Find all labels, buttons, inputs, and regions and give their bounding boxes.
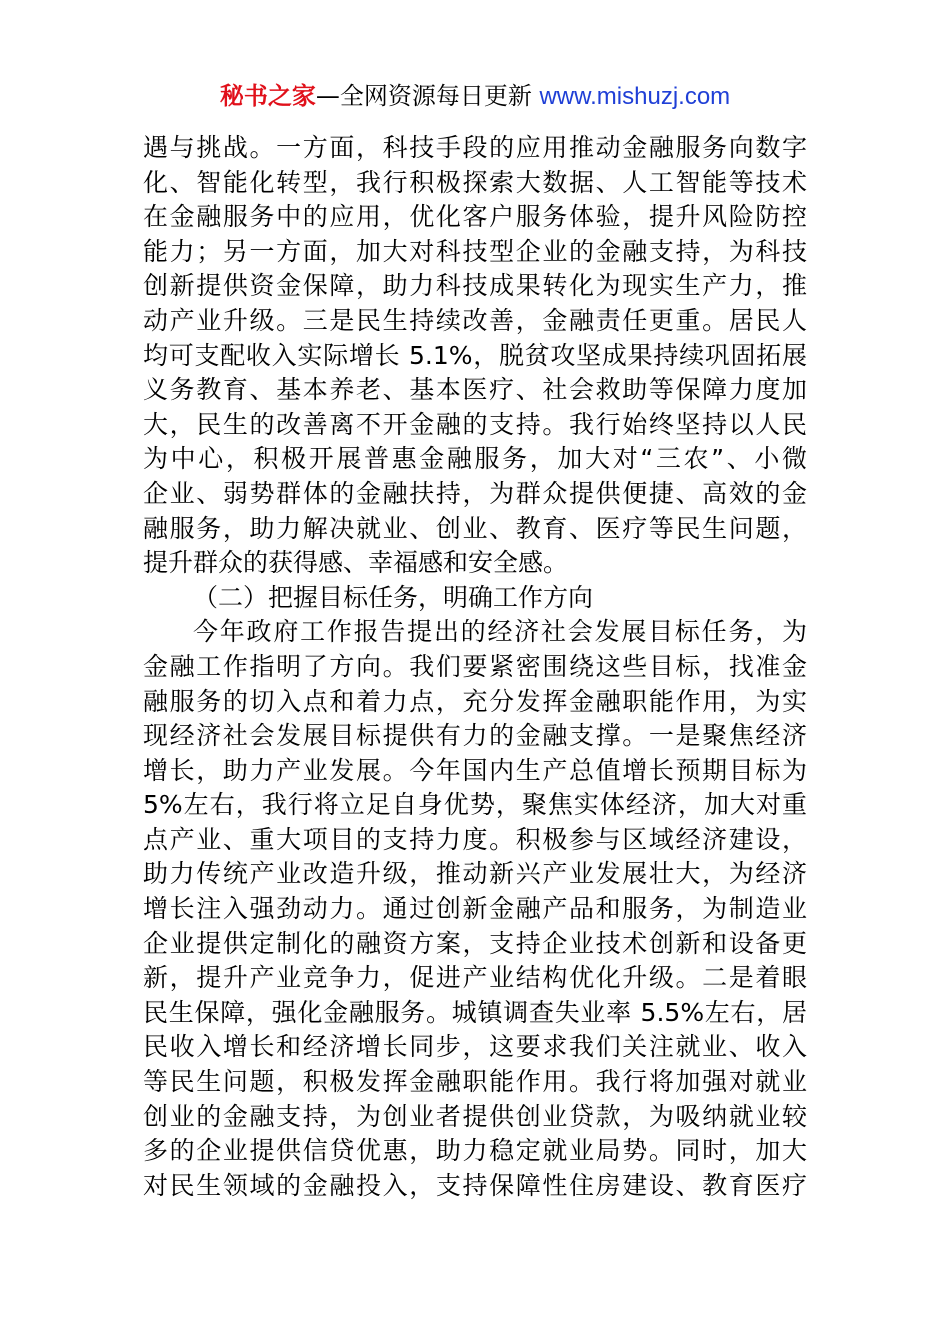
site-brand: 秘书之家: [219, 82, 316, 110]
site-url-link[interactable]: www.mishuzj.com: [539, 83, 731, 110]
paragraph-line: 新，提升产业竞争力，促进产业结构优化升级。二是着眼: [143, 963, 807, 993]
paragraph-line: 金融工作指明了方向。我们要紧密围绕这些目标，找准金: [143, 651, 807, 681]
paragraph-line: 在金融服务中的应用，优化客户服务体验，提升风险防控: [143, 202, 807, 232]
paragraph-line: 现经济社会发展目标提供有力的金融支撑。一是聚焦经济: [143, 721, 807, 751]
section-heading: （二）把握目标任务，明确工作方向: [193, 582, 594, 612]
site-tagline: —全网资源每日更新: [315, 82, 540, 110]
paragraph-line: 创业的金融支持，为创业者提供创业贷款，为吸纳就业较: [143, 1101, 807, 1131]
paragraph-line: 点产业、重大项目的支持力度。积极参与区域经济建设，: [143, 824, 807, 854]
paragraph-line: 今年政府工作报告提出的经济社会发展目标任务，为: [193, 617, 807, 647]
paragraph-line: 动产业升级。三是民生持续改善，金融责任更重。居民人: [143, 305, 807, 335]
paragraph-line: 企业、弱势群体的金融扶持，为群众提供便捷、高效的金: [143, 478, 807, 508]
paragraph-line: 助力传统产业改造升级，推动新兴产业发展壮大，为经济: [143, 859, 807, 889]
paragraph-line: 化、智能化转型，我行积极探索大数据、人工智能等技术: [143, 167, 807, 197]
site-header: [0, 80, 950, 113]
paragraph-line: 对民生领域的金融投入，支持保障性住房建设、教育医疗: [143, 1170, 807, 1200]
paragraph-line: 增长注入强劲动力。通过创新金融产品和服务，为制造业: [143, 894, 807, 924]
paragraph-line: 融服务的切入点和着力点，充分发挥金融职能作用，为实: [143, 686, 807, 716]
paragraph-line: 多的企业提供信贷优惠，助力稳定就业局势。同时，加大: [143, 1136, 807, 1166]
paragraph-line: 提升群众的获得感、幸福感和安全感。: [143, 548, 569, 578]
paragraph-line: 民收入增长和经济增长同步，这要求我们关注就业、收入: [143, 1032, 807, 1062]
paragraph-line: 均可支配收入实际增长 5.1%，脱贫攻坚成果持续巩固拓展: [143, 340, 807, 370]
paragraph-line: 增长，助力产业发展。今年国内生产总值增长预期目标为: [143, 755, 807, 785]
paragraph-line: 遇与挑战。一方面，科技手段的应用推动金融服务向数字: [143, 133, 807, 162]
paragraph-line: 为中心，积极开展普惠金融服务，加大对“三农”、小微: [143, 444, 807, 474]
document-body: [143, 131, 807, 1203]
paragraph-line: 义务教育、基本养老、基本医疗、社会救助等保障力度加: [143, 375, 807, 405]
paragraph-line: 创新提供资金保障，助力科技成果转化为现实生产力，推: [143, 271, 807, 301]
paragraph-line: 民生保障，强化金融服务。城镇调查失业率 5.5%左右，居: [143, 997, 807, 1027]
paragraph-line: 融服务，助力解决就业、创业、教育、医疗等民生问题，: [143, 513, 807, 543]
paragraph-line: 等民生问题，积极发挥金融职能作用。我行将加强对就业: [143, 1067, 807, 1097]
paragraph-line: 大，民生的改善离不开金融的支持。我行始终坚持以人民: [143, 409, 807, 439]
paragraph-line: 能力；另一方面，加大对科技型企业的金融支持，为科技: [143, 236, 807, 266]
paragraph-line: 5%左右，我行将立足自身优势，聚焦实体经济，加大对重: [143, 790, 807, 820]
paragraph-line: 企业提供定制化的融资方案，支持企业技术创新和设备更: [143, 928, 807, 958]
